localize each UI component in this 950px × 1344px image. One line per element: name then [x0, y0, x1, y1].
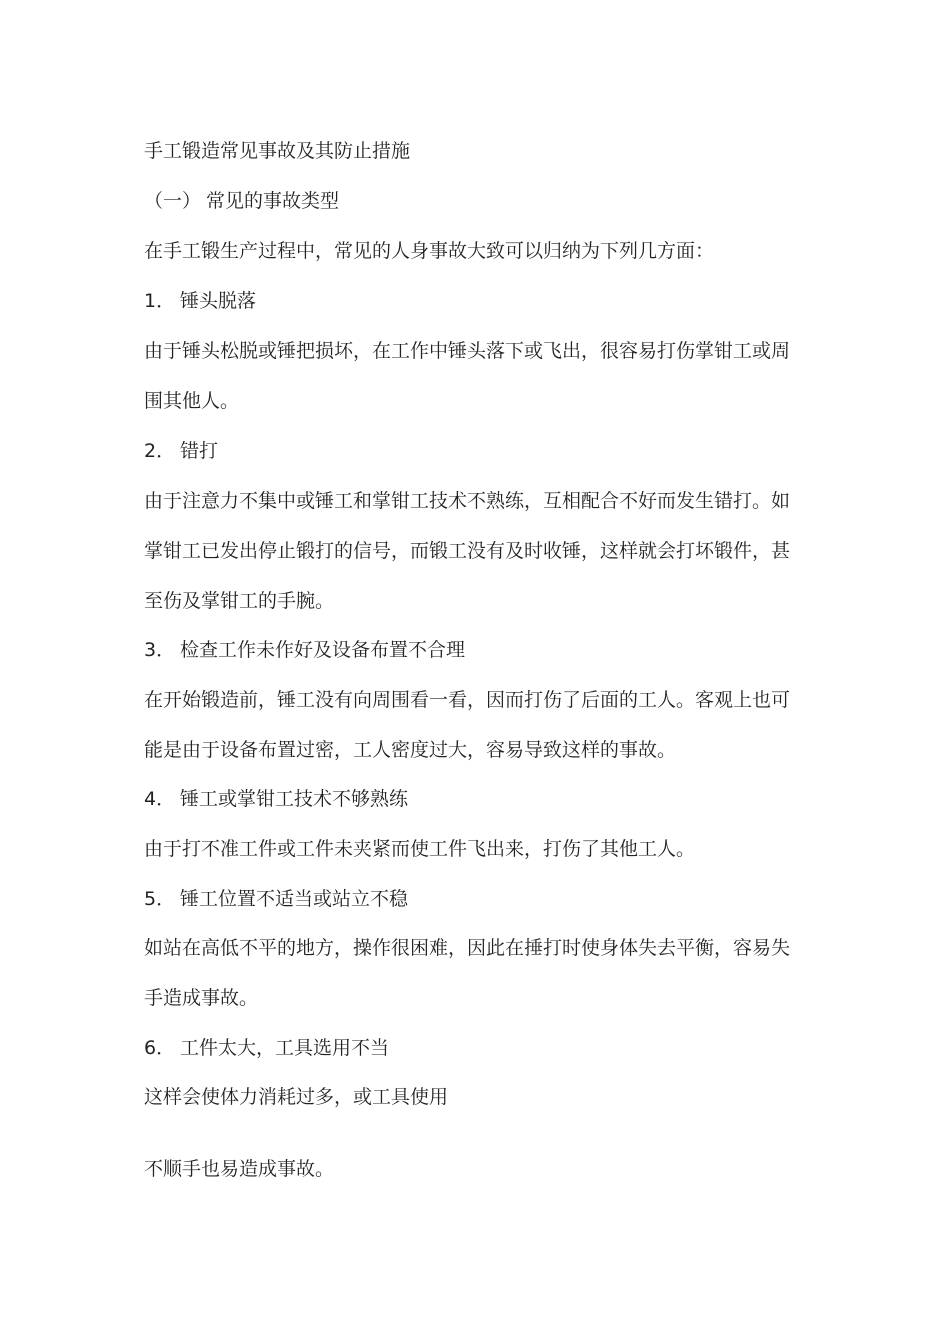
paragraph-line: 由于注意力不集中或锤工和掌钳工技术不熟练，互相配合不好而发生错打。如: [144, 490, 791, 512]
item-title: 工件太大，工具选用不当: [180, 1037, 390, 1059]
section-number: （一）: [144, 190, 202, 212]
item-heading: [144, 438, 804, 464]
paragraph-line: 至伤及掌钳工的手腕。: [144, 590, 335, 612]
item-number: 6．: [144, 1037, 176, 1059]
paragraph-line: 能是由于设备布置过密，工人密度过大，容易导致这样的事故。: [144, 739, 677, 761]
intro-paragraph: 在手工锻生产过程中，常见的人身事故大致可以归纳为下列几方面：: [144, 240, 715, 262]
item-title: 锤工或掌钳工技术不够熟练: [180, 788, 409, 810]
item-number: 2．: [144, 440, 176, 462]
paragraph-line: 这样会使体力消耗过多，或工具使用: [144, 1086, 449, 1108]
item-number: 4．: [144, 788, 176, 810]
paragraph-line: 掌钳工已发出停止锻打的信号，而锻工没有及时收锤，这样就会打坏锻件，甚: [144, 540, 791, 562]
paragraph-line: 手造成事故。: [144, 987, 259, 1009]
item-heading: [144, 1035, 804, 1061]
item-number: 5．: [144, 888, 176, 910]
item-number: 3．: [144, 639, 176, 661]
section-heading: [144, 188, 804, 214]
item-number: 1．: [144, 290, 176, 312]
paragraph-line: 如站在高低不平的地方，操作很困难，因此在捶打时使身体失去平衡，容易失: [144, 937, 791, 959]
item-title: 锤工位置不适当或站立不稳: [180, 888, 409, 910]
paragraph-line: 围其他人。: [144, 390, 240, 412]
item-heading: [144, 786, 804, 812]
item-heading: [144, 637, 804, 663]
section-title: 常见的事故类型: [206, 190, 340, 212]
item-heading: [144, 886, 804, 912]
paragraph-line: 由于打不准工件或工件未夹紧而使工件飞出来，打伤了其他工人。: [144, 838, 696, 860]
paragraph-line: 在开始锻造前，锤工没有向周围看一看，因而打伤了后面的工人。客观上也可: [144, 689, 791, 711]
paragraph-line: 不顺手也易造成事故。: [144, 1158, 335, 1180]
document-title: 手工锻造常见事故及其防止措施: [144, 140, 411, 162]
item-title: 错打: [180, 440, 219, 462]
item-title: 检查工作未作好及设备布置不合理: [180, 639, 466, 661]
item-title: 锤头脱落: [180, 290, 257, 312]
item-heading: [144, 288, 804, 314]
paragraph-line: 由于锤头松脱或锤把损坏，在工作中锤头落下或飞出，很容易打伤掌钳工或周: [144, 340, 791, 362]
